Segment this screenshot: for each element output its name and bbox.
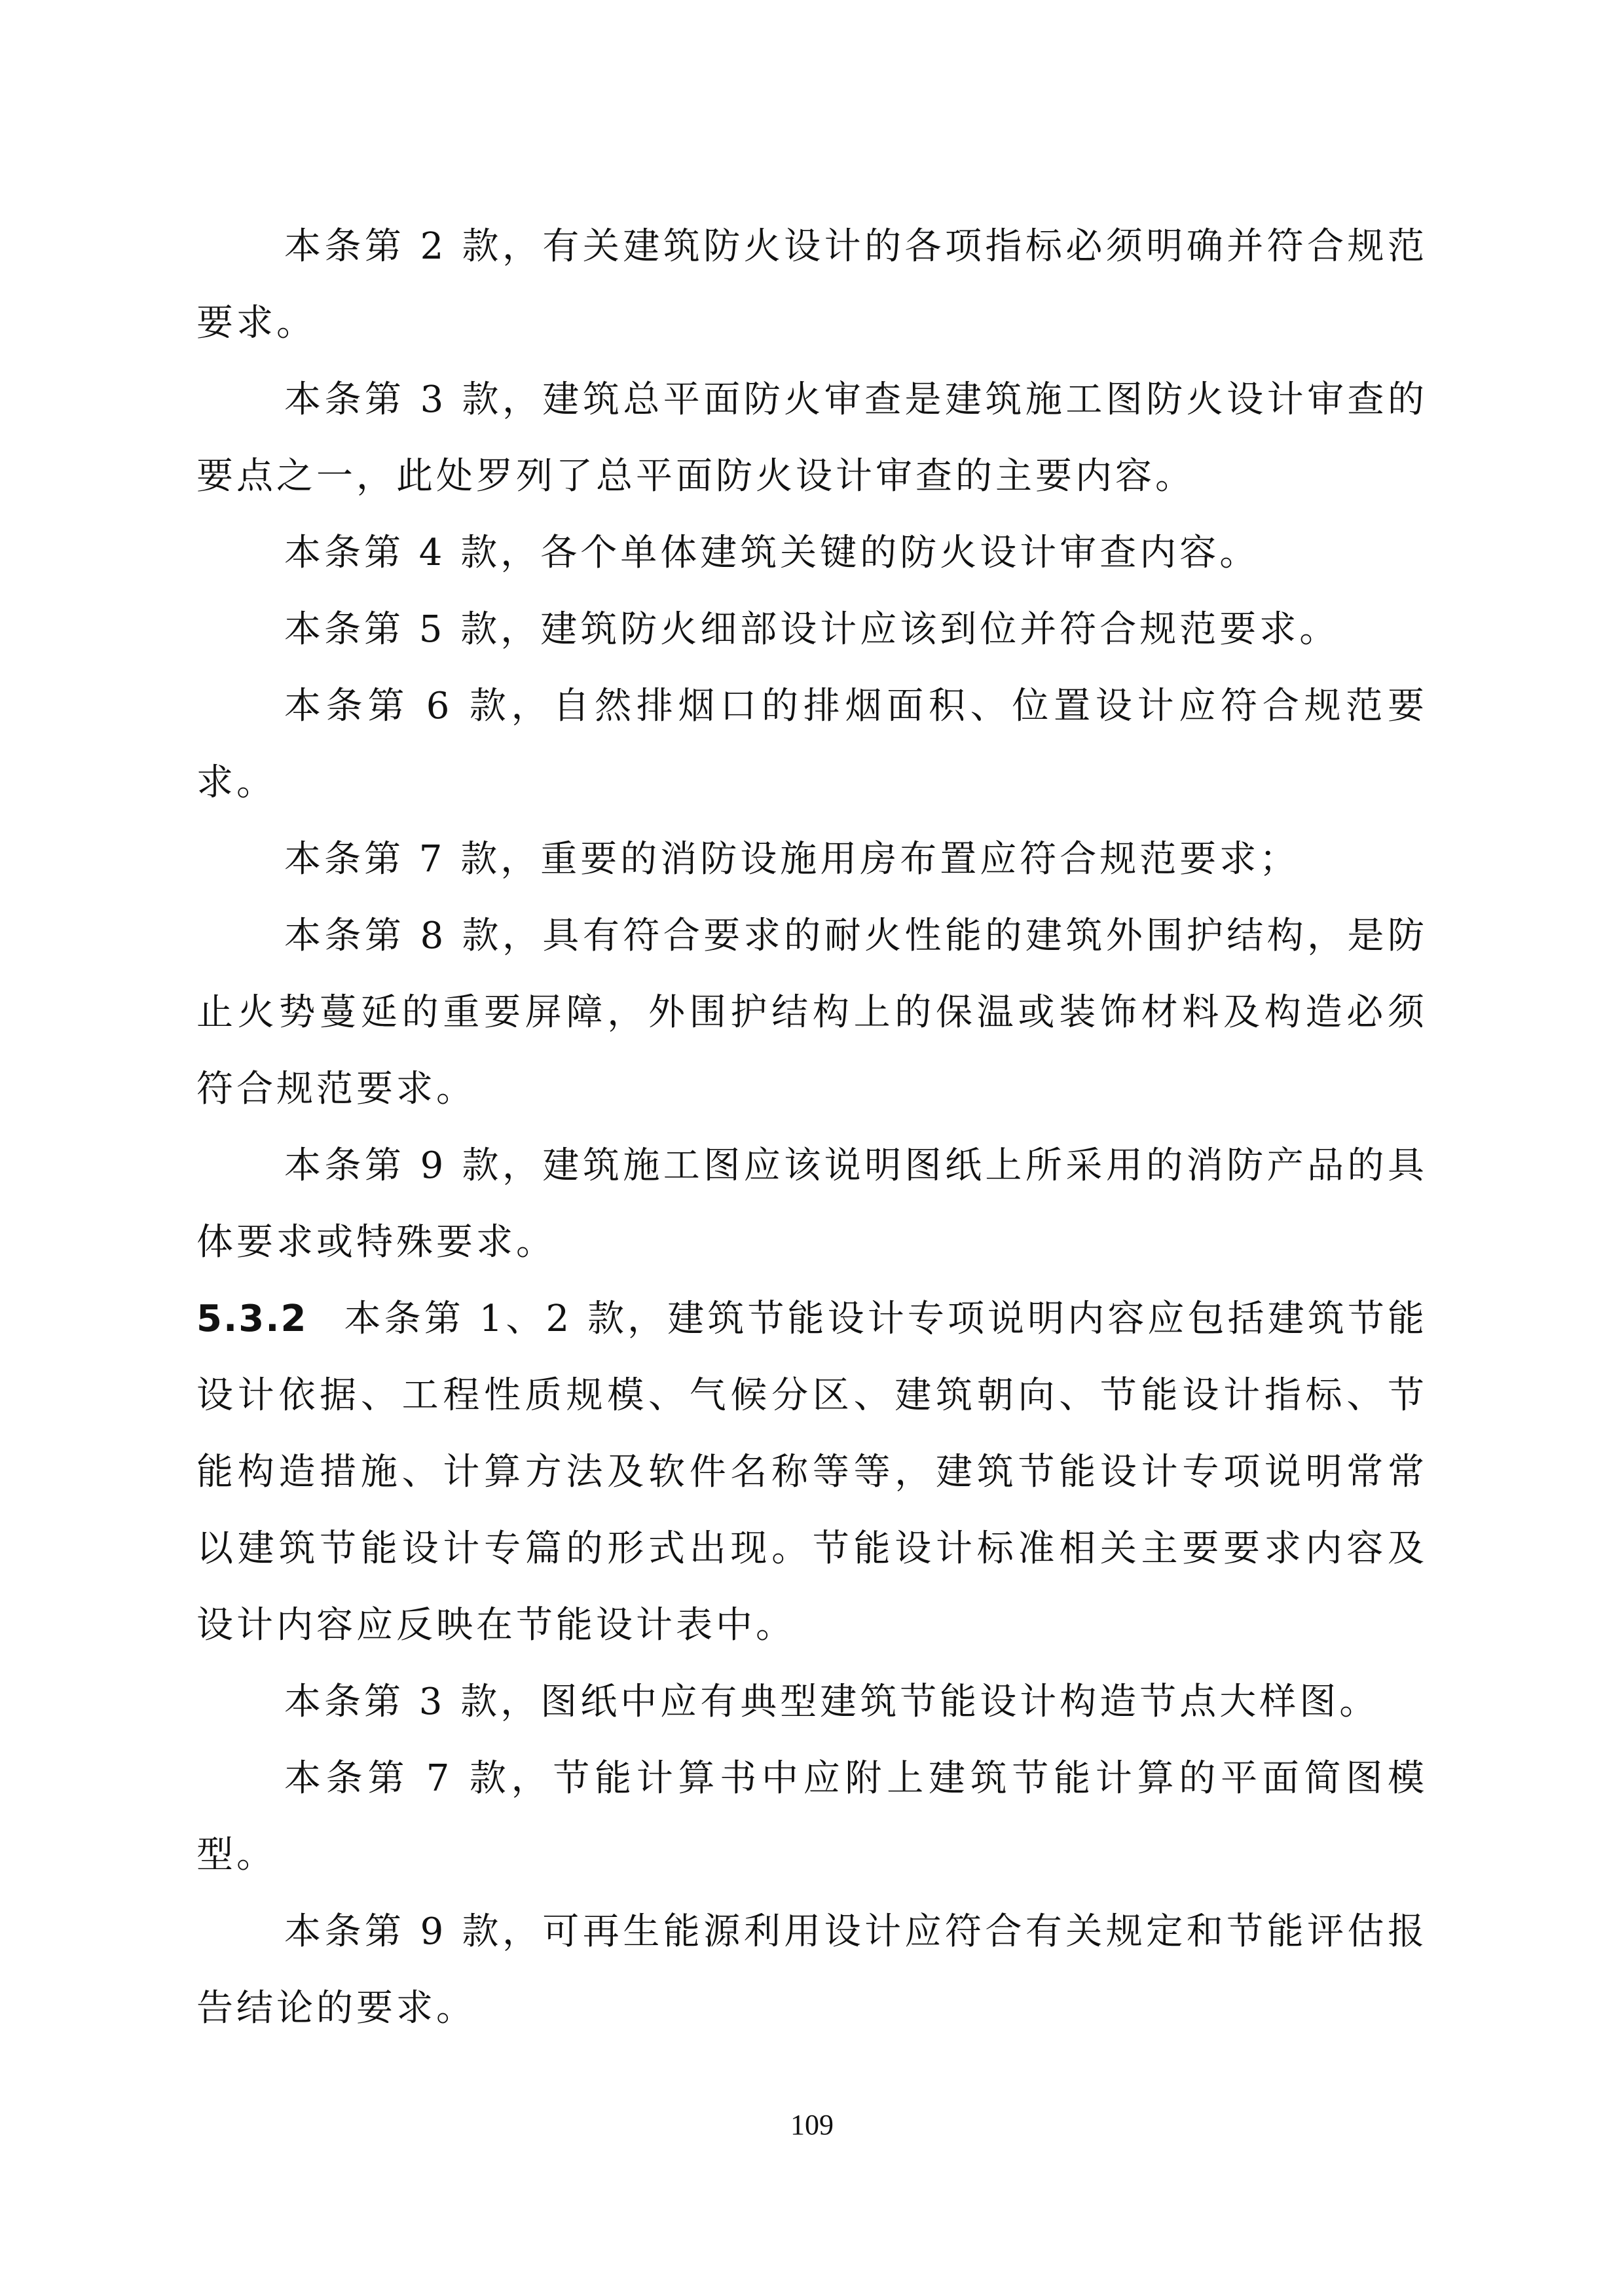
paragraph-clause-8: 本条第 8 款，具有符合要求的耐火性能的建筑外围护结构，是防止火势蔓延的重要屏障，外围护结构上的保温或装饰材料及构造必须符合规范要求。 bbox=[196, 915, 1428, 1110]
paragraph-clause-2: 本条第 2 款，有关建筑防火设计的各项指标必须明确并符合规范要求。 bbox=[196, 225, 1428, 344]
paragraph-clause-7: 本条第 7 款，重要的消防设施用房布置应符合规范要求； bbox=[284, 838, 1300, 881]
paragraph-clause-3: 本条第 3 款，建筑总平面防火审查是建筑施工图防火设计审查的要点之一，此处罗列了总平面防火设计审查的主要内容。 bbox=[196, 378, 1428, 498]
paragraph-energy-clause-9: 本条第 9 款，可再生能源利用设计应符合有关规定和节能评估报告结论的要求。 bbox=[196, 1910, 1428, 2030]
page-number: 109 bbox=[790, 2109, 834, 2141]
paragraph-clause-9: 本条第 9 款，建筑施工图应该说明图纸上所采用的消防产品的具体要求或特殊要求。 bbox=[196, 1144, 1428, 1264]
paragraph-clause-6: 本条第 6 款，自然排烟口的排烟面积、位置设计应符合规范要求。 bbox=[196, 685, 1428, 804]
section-5-3-2-text: 本条第 1、2 款，建筑节能设计专项说明内容应包括建筑节能设计依据、工程性质规模、气候分区、建筑朝向、节能设计指标、节能构造措施、计算方法及软件名称等等，建筑节能设计专项说明常常以建筑节能设计专篇的形式出现。节能设计标准相关主要要求内容及设计内容应反映在节能设计表中。 bbox=[196, 1298, 1428, 1647]
paragraph-clause-4: 本条第 4 款，各个单体建筑关键的防火设计审查内容。 bbox=[284, 532, 1260, 574]
paragraph-energy-clause-7: 本条第 7 款，节能计算书中应附上建筑节能计算的平面简图模型。 bbox=[196, 1757, 1428, 1876]
paragraph-energy-clause-3: 本条第 3 款，图纸中应有典型建筑节能设计构造节点大样图。 bbox=[284, 1681, 1380, 1723]
section-number: 5.3.2 bbox=[196, 1298, 308, 1340]
page-body bbox=[196, 208, 1428, 2047]
paragraph-clause-5: 本条第 5 款，建筑防火细部设计应该到位并符合规范要求。 bbox=[284, 608, 1340, 651]
section-5-3-2-paragraph bbox=[196, 1281, 1428, 1664]
